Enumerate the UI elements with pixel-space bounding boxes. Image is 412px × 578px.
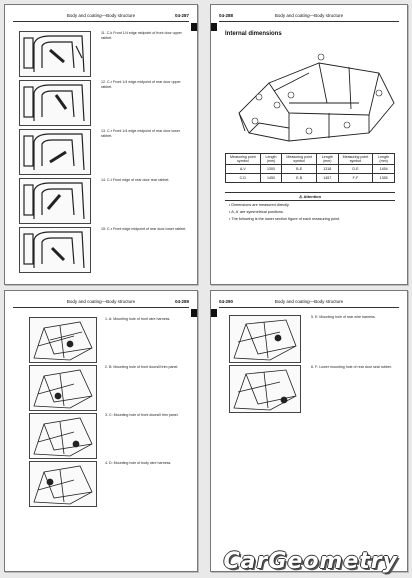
page-04-289: [4, 290, 198, 572]
table-cell: F-F: [338, 174, 373, 183]
cargeometry-logo: CarGeometry: [223, 549, 398, 574]
caption-d: 4. D: Mounting hole of body wire harness.: [105, 461, 172, 465]
table-cell: D-E: [338, 165, 373, 174]
table-cell: 1300: [260, 165, 282, 174]
page-number: 04-290: [219, 299, 234, 304]
note-3: • The following is the lower section figure of each measuring point.: [229, 217, 341, 221]
caption-a: 1. A: Mounting hole of front wire harness.: [105, 317, 171, 321]
table-header-cell: Measuring point symbol: [338, 154, 373, 165]
caption-15: 15. C-r Front edge midpoint of rear door lower rabbet.: [101, 227, 187, 231]
caption-11: 11. C-k Front 1/4 edge midpoint of front door upper rabbet.: [101, 31, 182, 40]
note-text: A, A' are symmetrical positions.: [231, 210, 284, 214]
page-number: 04-287: [174, 13, 189, 18]
note-text: Dimensions are measured directly.: [231, 203, 290, 207]
table-row: [226, 165, 395, 174]
page-number: 04-288: [219, 13, 234, 18]
page-04-290: [210, 290, 408, 572]
body-pillar-illustration: [24, 36, 84, 72]
note-2: • A, A' are symmetrical positions.: [229, 210, 284, 214]
figure-e: [229, 315, 301, 363]
table-cell: 1450: [260, 174, 282, 183]
caption-f: 6. F: Lower mounting hole of rear door seal rubber.: [311, 365, 392, 369]
page-04-288: [210, 4, 408, 285]
body-frame-diagram: [229, 43, 399, 147]
page-04-287: [4, 4, 198, 285]
table-header-cell: Length (mm): [316, 154, 338, 165]
table-cell: A-V: [226, 165, 261, 174]
header-title: Body and coating—Body structure: [66, 13, 136, 18]
page-header: [219, 299, 399, 308]
table-cell: 1355: [373, 174, 395, 183]
section-tab: [211, 23, 217, 31]
figure-5: [19, 227, 91, 273]
table-header-cell: Length (mm): [373, 154, 395, 165]
dimension-table: [225, 153, 395, 183]
table-row: [226, 174, 395, 183]
table-cell: 1318: [316, 165, 338, 174]
note-1: • Dimensions are measured directly.: [229, 203, 290, 207]
page-header: [219, 13, 399, 22]
figure-2: [19, 80, 91, 126]
header-title: Body and coating—Body structure: [66, 299, 136, 304]
caption-e: 5. E: Mounting hole of rear wire harness.: [311, 315, 376, 319]
table-header-cell: Measuring point symbol: [226, 154, 261, 165]
figure-c: [29, 413, 97, 459]
caption-13: 13. C-r Front 1/4 edge midpoint of rear door lower rabbet.: [101, 129, 181, 138]
page-header: [13, 13, 189, 22]
table-header-row: [226, 154, 395, 165]
table-cell: E-B: [282, 174, 317, 183]
table-header-cell: Length (mm): [260, 154, 282, 165]
figure-d: [29, 461, 97, 507]
page-number: 04-289: [174, 299, 189, 304]
section-title: Internal dimensions: [225, 31, 282, 37]
figure-b: [29, 365, 97, 411]
caption-b: 2. B: Mounting hole of front doorsill trim panel.: [105, 365, 179, 369]
section-tab: [191, 309, 197, 317]
table-cell: 1454: [373, 165, 395, 174]
table-cell: 1457: [316, 174, 338, 183]
caption-c: 3. C: Mounting hole of front doorsill trim panel.: [105, 413, 179, 417]
figure-4: [19, 178, 91, 224]
section-tab: [191, 23, 197, 31]
header-title: Body and coating—Body structure: [274, 13, 344, 18]
figure-f: [229, 365, 301, 413]
table-header-cell: Measuring point symbol: [282, 154, 317, 165]
figure-a: [29, 317, 97, 363]
figure-3: [19, 129, 91, 175]
note-text: The following is the lower section figure of each measuring point.: [231, 217, 341, 221]
caption-14: 14. C-t Front edge of rear door rear rabbet.: [101, 178, 170, 182]
caption-12: 12. C-r Front 1/4 edge midpoint of rear door upper rabbet.: [101, 80, 181, 89]
header-title: Body and coating—Body structure: [274, 299, 344, 304]
table-cell: C-D: [226, 174, 261, 183]
attention-heading: [225, 192, 395, 201]
figure-1: [19, 31, 91, 77]
section-tab: [211, 309, 217, 317]
attention-label: Attention: [303, 194, 322, 199]
page-header: [13, 299, 189, 308]
table-cell: B-E: [282, 165, 317, 174]
warning-icon: ⚠: [298, 194, 303, 199]
